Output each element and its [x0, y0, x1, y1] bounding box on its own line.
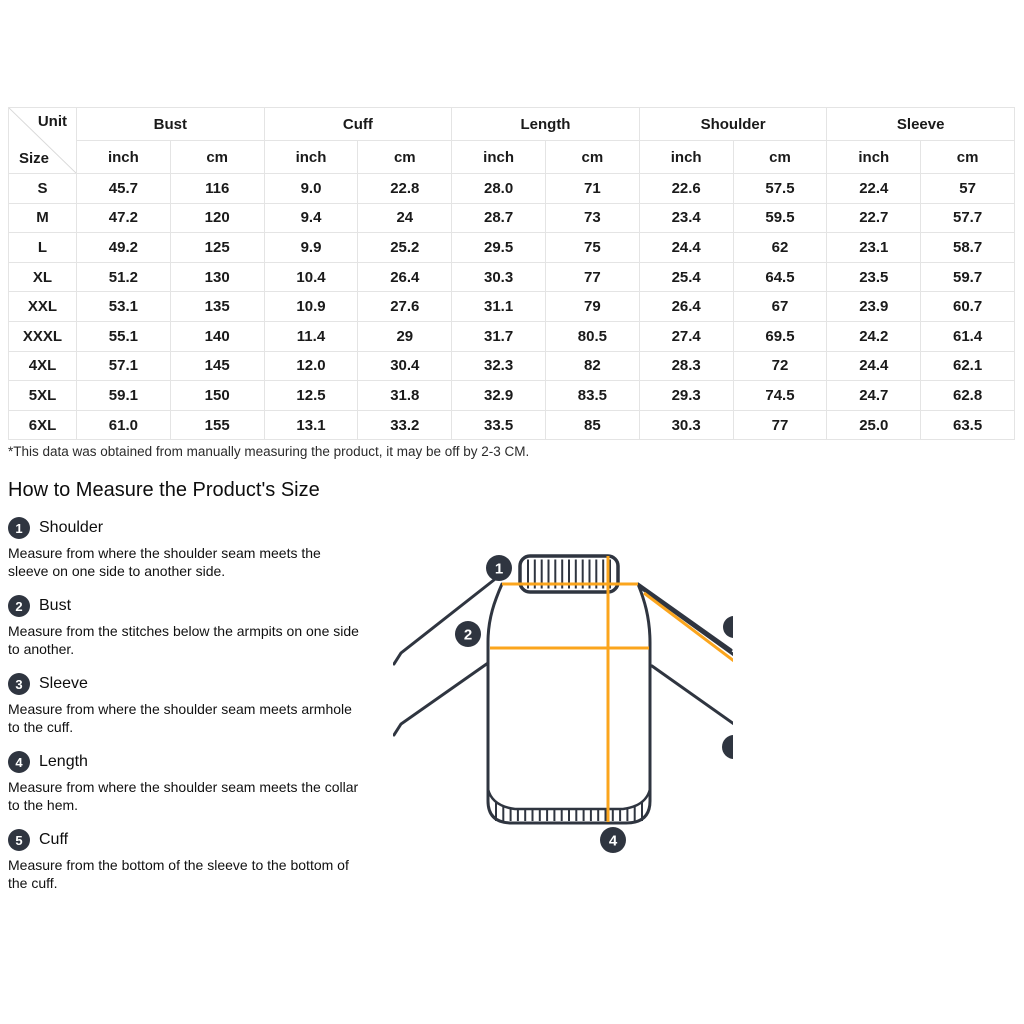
measurement-cell: 130	[170, 262, 264, 292]
measurement-cell: 47.2	[77, 203, 171, 233]
measurement-cell: 53.1	[77, 292, 171, 322]
measurement-cell: 31.1	[452, 292, 546, 322]
measurement-cell: 49.2	[77, 233, 171, 263]
measurement-cell: 27.6	[358, 292, 452, 322]
measurement-cell: 57.7	[921, 203, 1015, 233]
measurement-cell: 29.3	[639, 381, 733, 411]
measurement-cell: 32.9	[452, 381, 546, 411]
measure-item-description: Measure from where the shoulder seam meets the sleeve on one side to another side.	[8, 545, 321, 579]
size-table-body	[9, 174, 1015, 440]
measurement-cell: 155	[170, 410, 264, 440]
row-size-label: XXL	[9, 292, 77, 322]
measurement-cell: 28.7	[452, 203, 546, 233]
table-row	[9, 174, 1015, 204]
measure-item-header	[8, 673, 361, 695]
measure-item-length	[8, 751, 361, 814]
group-header-shoulder: Shoulder	[639, 108, 827, 141]
measurement-cell: 62.1	[921, 351, 1015, 381]
measurement-cell: 31.8	[358, 381, 452, 411]
measurement-cell: 125	[170, 233, 264, 263]
measure-item-label: Bust	[39, 597, 72, 614]
unit-header-cm: cm	[358, 141, 452, 174]
measure-item-description: Measure from where the shoulder seam meets armhole to the cuff.	[8, 701, 352, 735]
unit-header-inch: inch	[77, 141, 171, 174]
measurement-cell: 57.1	[77, 351, 171, 381]
corner-unit-label: Unit	[37, 113, 67, 130]
measurement-cell: 67	[733, 292, 827, 322]
numbered-badge-3: 3	[8, 673, 30, 695]
measurement-cell: 77	[733, 410, 827, 440]
measurement-cell: 12.5	[264, 381, 358, 411]
row-size-label: XXXL	[9, 321, 77, 351]
left-sleeve-outline	[394, 576, 499, 735]
unit-header-inch: inch	[452, 141, 546, 174]
measurement-cell: 30.4	[358, 351, 452, 381]
measurement-cell: 11.4	[264, 321, 358, 351]
measurement-cell: 57.5	[733, 174, 827, 204]
measurement-cell: 135	[170, 292, 264, 322]
measurement-cell: 31.7	[452, 321, 546, 351]
numbered-badge-1: 1	[8, 517, 30, 539]
unit-header-inch: inch	[639, 141, 733, 174]
measurement-cell: 10.9	[264, 292, 358, 322]
measurement-cell: 22.8	[358, 174, 452, 204]
measurement-cell: 32.3	[452, 351, 546, 381]
table-row	[9, 203, 1015, 233]
measure-item-cuff	[8, 829, 361, 892]
collar	[520, 556, 618, 592]
measurement-cell: 26.4	[358, 262, 452, 292]
measurement-cell: 145	[170, 351, 264, 381]
measurement-cell: 61.4	[921, 321, 1015, 351]
measurement-cell: 26.4	[639, 292, 733, 322]
measurement-cell: 10.4	[264, 262, 358, 292]
measurement-cell: 58.7	[921, 233, 1015, 263]
measurement-cell: 29.5	[452, 233, 546, 263]
measurement-cell: 29	[358, 321, 452, 351]
diagram-marker-4	[600, 827, 626, 853]
measurement-cell: 22.4	[827, 174, 921, 204]
measurement-cell: 63.5	[921, 410, 1015, 440]
measure-item-header	[8, 751, 361, 773]
numbered-badge-2: 2	[8, 595, 30, 617]
row-size-label: 4XL	[9, 351, 77, 381]
row-size-label: XL	[9, 262, 77, 292]
measurement-cell: 23.1	[827, 233, 921, 263]
table-group-header-row	[9, 108, 1015, 141]
measurement-cell: 13.1	[264, 410, 358, 440]
measurement-cell: 25.2	[358, 233, 452, 263]
measurement-cell: 60.7	[921, 292, 1015, 322]
measurement-cell: 55.1	[77, 321, 171, 351]
measurement-cell: 22.6	[639, 174, 733, 204]
measurement-cell: 9.9	[264, 233, 358, 263]
measurement-cell: 140	[170, 321, 264, 351]
measurement-cell: 9.4	[264, 203, 358, 233]
measurement-cell: 69.5	[733, 321, 827, 351]
table-row	[9, 321, 1015, 351]
table-row	[9, 351, 1015, 381]
diagram-marker-2	[455, 621, 481, 647]
measurement-cell: 24.4	[827, 351, 921, 381]
table-row	[9, 410, 1015, 440]
unit-header-inch: inch	[264, 141, 358, 174]
measurement-cell: 85	[545, 410, 639, 440]
measurement-cell: 59.1	[77, 381, 171, 411]
measure-item-header	[8, 517, 361, 539]
measurement-cell: 64.5	[733, 262, 827, 292]
sweater-measure-diagram	[393, 540, 733, 870]
measurement-cell: 33.5	[452, 410, 546, 440]
numbered-badge-5: 5	[8, 829, 30, 851]
measure-item-label: Sleeve	[39, 675, 88, 692]
measurement-cell: 71	[545, 174, 639, 204]
measure-item-description: Measure from where the shoulder seam meets the collar to the hem.	[8, 779, 359, 813]
measurement-cell: 25.0	[827, 410, 921, 440]
measurement-cell: 33.2	[358, 410, 452, 440]
measurement-cell: 23.9	[827, 292, 921, 322]
row-size-label: M	[9, 203, 77, 233]
measurement-cell: 12.0	[264, 351, 358, 381]
measurement-cell: 150	[170, 381, 264, 411]
measurement-cell: 51.2	[77, 262, 171, 292]
table-row	[9, 381, 1015, 411]
measurement-cell: 24.7	[827, 381, 921, 411]
measurement-cell: 25.4	[639, 262, 733, 292]
measurement-cell: 57	[921, 174, 1015, 204]
corner-cell	[9, 108, 77, 174]
measurement-disclaimer-note: *This data was obtained from manually measuring the product, it may be off by 2-3 CM.	[8, 444, 530, 459]
corner-size-label: Size	[19, 150, 50, 167]
measurement-cell: 80.5	[545, 321, 639, 351]
measurement-cell: 77	[545, 262, 639, 292]
table-units-row	[9, 141, 1015, 174]
sleeve-measure-line	[644, 593, 733, 661]
measurement-cell: 74.5	[733, 381, 827, 411]
diagram-marker-1	[486, 555, 512, 581]
measurement-cell: 75	[545, 233, 639, 263]
measurement-cell: 72	[733, 351, 827, 381]
measurement-cell: 24.2	[827, 321, 921, 351]
row-size-label: 5XL	[9, 381, 77, 411]
group-header-length: Length	[452, 108, 640, 141]
group-header-cuff: Cuff	[264, 108, 452, 141]
unit-header-cm: cm	[170, 141, 264, 174]
size-chart-table	[8, 107, 1015, 440]
measurement-cell: 24.4	[639, 233, 733, 263]
page-title: How to Measure the Product's Size	[8, 479, 320, 501]
marker-4-number: 4	[608, 832, 618, 850]
measure-item-shoulder	[8, 517, 361, 580]
measure-item-label: Shoulder	[39, 519, 104, 536]
measurement-cell: 27.4	[639, 321, 733, 351]
diagram-marker-5-clipped	[722, 735, 733, 759]
measurement-cell: 23.5	[827, 262, 921, 292]
marker-1-number: 1	[494, 560, 504, 578]
measurement-cell: 9.0	[264, 174, 358, 204]
marker-2-number: 2	[463, 626, 473, 644]
measurement-cell: 24	[358, 203, 452, 233]
measurement-cell: 59.5	[733, 203, 827, 233]
measure-item-label: Length	[39, 753, 88, 770]
hem-mask	[490, 778, 649, 809]
unit-header-cm: cm	[921, 141, 1015, 174]
table-row	[9, 262, 1015, 292]
table-row	[9, 292, 1015, 322]
measure-item-bust	[8, 595, 361, 658]
measurement-cell: 83.5	[545, 381, 639, 411]
group-header-bust: Bust	[77, 108, 265, 141]
row-size-label: S	[9, 174, 77, 204]
measurement-cell: 59.7	[921, 262, 1015, 292]
measurement-cell: 62	[733, 233, 827, 263]
measurement-cell: 73	[545, 203, 639, 233]
measurement-cell: 61.0	[77, 410, 171, 440]
table-row	[9, 233, 1015, 263]
measurement-cell: 28.0	[452, 174, 546, 204]
measure-item-description: Measure from the bottom of the sleeve to the bottom of the cuff.	[8, 857, 349, 891]
row-size-label: 6XL	[9, 410, 77, 440]
right-sleeve-outline	[638, 584, 733, 724]
diagram-marker-3-clipped	[723, 616, 733, 638]
measure-item-sleeve	[8, 673, 361, 736]
measure-item-header	[8, 829, 361, 851]
measurement-cell: 82	[545, 351, 639, 381]
measurement-cell: 45.7	[77, 174, 171, 204]
numbered-badge-4: 4	[8, 751, 30, 773]
group-header-sleeve: Sleeve	[827, 108, 1015, 141]
unit-header-inch: inch	[827, 141, 921, 174]
measurement-cell: 30.3	[452, 262, 546, 292]
measure-item-description: Measure from the stitches below the armpits on one side to another.	[8, 623, 359, 657]
measurement-cell: 79	[545, 292, 639, 322]
row-size-label: L	[9, 233, 77, 263]
measurement-cell: 116	[170, 174, 264, 204]
measurement-cell: 22.7	[827, 203, 921, 233]
measurement-cell: 28.3	[639, 351, 733, 381]
measurement-cell: 30.3	[639, 410, 733, 440]
measurement-cell: 23.4	[639, 203, 733, 233]
measure-item-label: Cuff	[39, 831, 69, 848]
measurement-cell: 62.8	[921, 381, 1015, 411]
measure-item-header	[8, 595, 361, 617]
measure-instructions-list	[8, 517, 361, 907]
unit-header-cm: cm	[733, 141, 827, 174]
measurement-cell: 120	[170, 203, 264, 233]
unit-header-cm: cm	[545, 141, 639, 174]
